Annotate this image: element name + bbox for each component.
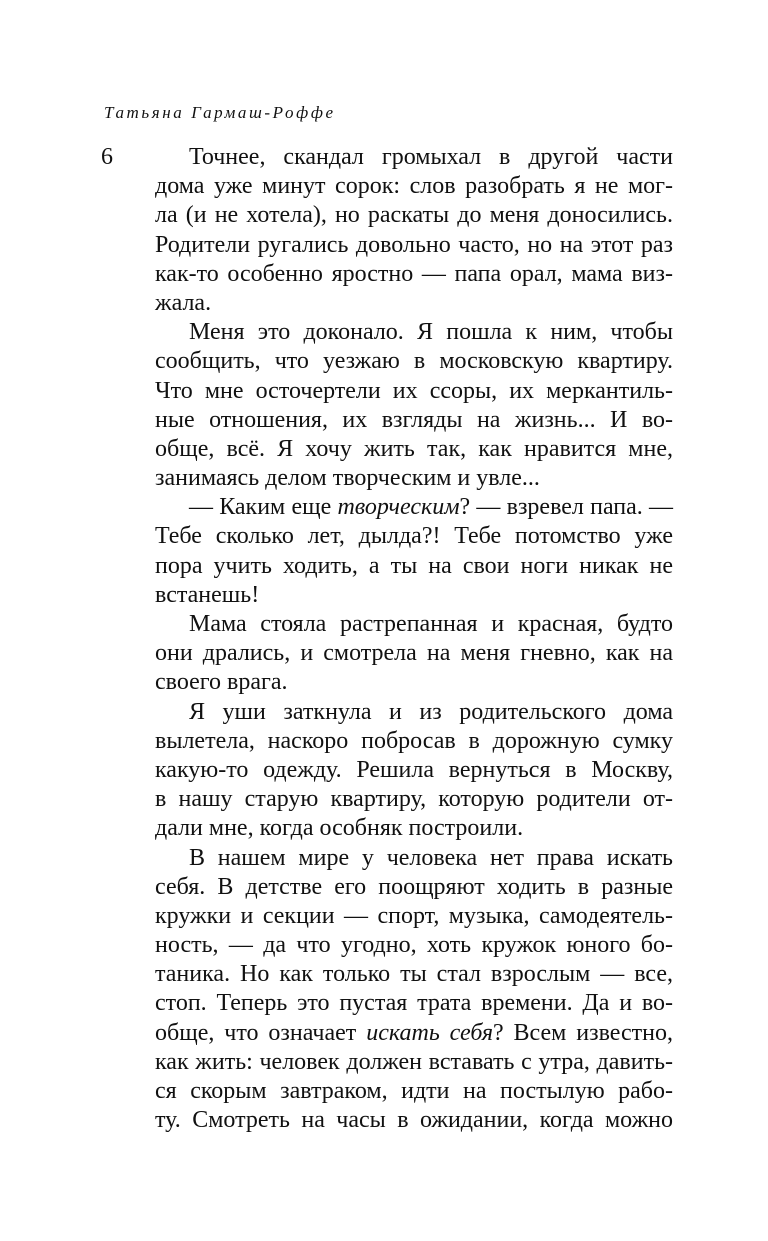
text-line: ла (и не хотела), но раскаты до меня доносились. [155, 202, 673, 229]
paragraph [155, 698, 673, 844]
text-line: ные отношения, их взгляды на жизнь... И во- [155, 406, 673, 433]
text-line: Тебе сколько лет, дылда?! Тебе потомство уже [155, 523, 673, 550]
text-line: таника. Но как только ты стал взрослым — все, [155, 961, 673, 988]
paragraph [155, 610, 673, 698]
text-line [155, 493, 673, 522]
paragraph [155, 493, 673, 610]
text-line: вылетела, наскоро побросав в дорожную сумку [155, 727, 673, 754]
text-line: обще, всё. Я хочу жить так, как нравится мне, [155, 435, 673, 462]
text-line: своего врага. [155, 669, 288, 696]
text-line: ту. Смотреть на часы в ожидании, когда можно [155, 1107, 673, 1134]
italic-run: творческим [337, 494, 460, 521]
text-line: кружки и секции — спорт, музыка, самодеятель- [155, 902, 673, 929]
paragraph [155, 318, 673, 493]
body-text [155, 143, 673, 1135]
text-line: как-то особенно яростно — папа орал, мама виз- [155, 260, 673, 287]
text-line: ность, — да что угодно, хоть кружок юного бо- [155, 932, 673, 959]
paragraph [155, 143, 673, 318]
page-number: 6 [101, 144, 113, 170]
text-line: Родители ругались довольно часто, но на этот раз [155, 231, 673, 258]
text-line: Меня это доконало. Я пошла к ним, чтобы [189, 319, 673, 346]
text-run: ? Всем известно, [492, 1019, 673, 1046]
text-line: ся скорым завтраком, идти на постылую рабо- [155, 1078, 673, 1104]
text-line: дали мне, когда особняк построили. [155, 815, 524, 842]
text-line: какую-то одежду. Решила вернуться в Москву, [155, 756, 673, 783]
italic-run: искать себя [366, 1019, 493, 1046]
text-line: в нашу старую квартиру, которую родители от- [155, 786, 673, 813]
text-run: обще, что означает [155, 1019, 367, 1046]
text-line: себя. В детстве его поощряют ходить в разные [155, 873, 673, 900]
text-line [155, 1019, 673, 1048]
text-line: встанешь! [155, 581, 260, 608]
text-line: В нашем мире у человека нет права искать [189, 844, 673, 871]
text-line: пора учить ходить, а ты на свои ноги никак не [155, 552, 673, 579]
text-line: дома уже минут сорок: слов разобрать я не мог- [155, 173, 673, 200]
text-line: стоп. Теперь это пустая трата времени. Да и во- [155, 990, 673, 1017]
text-line: Мама стояла растрепанная и красная, будто [189, 611, 673, 637]
text-line: занимаясь делом творческим и увле... [155, 465, 540, 492]
text-line: Я уши заткнула и из родительского дома [189, 698, 673, 725]
running-head: Татьяна Гармаш-Роффе [104, 103, 336, 122]
text-line: сообщить, что уезжаю в московскую квартиру. [155, 348, 673, 375]
text-line: Что мне осточертели их ссоры, их меркантиль- [155, 377, 673, 404]
paragraph [155, 844, 673, 1136]
text-run: ? — взревел папа. — [459, 494, 673, 521]
text-line: они дрались, и смотрела на меня гневно, как на [155, 640, 673, 667]
text-line: Точнее, скандал громыхал в другой части [189, 144, 673, 170]
text-run: — Каким еще [189, 494, 338, 521]
text-line: жала. [155, 289, 212, 316]
text-line: как жить: человек должен вставать с утра, давить- [155, 1048, 673, 1075]
